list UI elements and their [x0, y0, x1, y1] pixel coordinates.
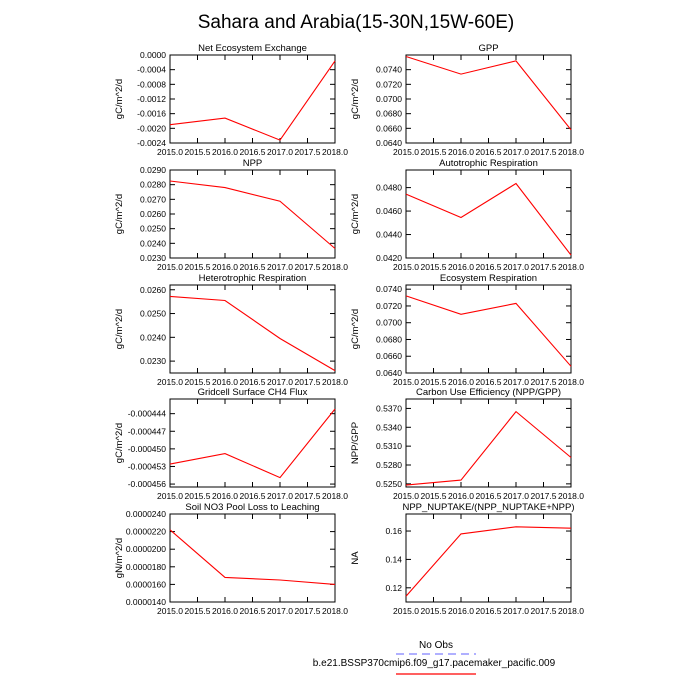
- y-tick-label: 0.0000180: [125, 561, 166, 572]
- y-tick-label: 0.0290: [140, 165, 166, 175]
- x-tick-label: 2016.0: [448, 606, 474, 616]
- x-tick-label: 2017.5: [294, 606, 321, 616]
- panel-4: [350, 158, 584, 272]
- y-tick-label: 0.0640: [376, 138, 402, 148]
- x-tick-label: 2015.0: [157, 147, 183, 157]
- x-tick-label: 2015.5: [420, 606, 447, 616]
- panel-8: [350, 387, 584, 501]
- x-tick-label: 2016.0: [448, 491, 474, 501]
- series-line: [406, 57, 571, 130]
- x-tick-label: 2016.5: [475, 377, 502, 387]
- y-axis-label: gC/m^2/d: [114, 78, 125, 120]
- plot-frame: [170, 55, 335, 143]
- y-tick-label: 0.0260: [140, 284, 166, 295]
- x-tick-label: 2018.0: [322, 147, 348, 157]
- plot-frame: [170, 514, 335, 602]
- x-tick-label: 2018.0: [322, 377, 348, 387]
- x-tick-label: 2016.5: [475, 606, 502, 616]
- panel-10: [350, 502, 584, 616]
- y-tick-label: 0.0000240: [125, 509, 166, 519]
- series-line: [170, 530, 335, 585]
- y-tick-label: 0.0720: [376, 79, 402, 90]
- x-tick-label: 2017.5: [530, 262, 557, 272]
- y-tick-label: 0.0740: [376, 64, 402, 75]
- y-tick-label: -0.000447: [127, 426, 166, 437]
- series-line: [170, 409, 335, 478]
- x-tick-label: 2017.5: [530, 606, 557, 616]
- x-tick-label: 2018.0: [558, 262, 584, 272]
- y-tick-label: 0.5370: [376, 403, 402, 414]
- x-tick-label: 2015.5: [184, 147, 211, 157]
- y-tick-label: -0.0004: [137, 64, 166, 75]
- y-tick-label: 0.0240: [140, 238, 166, 249]
- series-line: [170, 296, 335, 370]
- panel-title: Soil NO3 Pool Loss to Leaching: [185, 502, 320, 513]
- panel-title: Heterotrophic Respiration: [198, 273, 307, 284]
- panel-title: Net Ecosystem Exchange: [198, 43, 307, 54]
- x-tick-label: 2017.0: [503, 262, 529, 272]
- y-tick-label: 0.0680: [376, 334, 402, 345]
- y-tick-label: -0.0020: [137, 123, 166, 134]
- y-tick-label: 0.0260: [140, 209, 166, 219]
- plot-frame: [170, 399, 335, 487]
- legend-obs-label: No Obs: [419, 640, 453, 651]
- plot-frame: [406, 399, 571, 487]
- x-tick-label: 2015.5: [420, 491, 447, 501]
- x-tick-label: 2017.0: [503, 147, 529, 157]
- panel-title: Ecosystem Respiration: [439, 273, 538, 284]
- panel-title: NPP_NUPTAKE/(NPP_NUPTAKE+NPP): [402, 502, 575, 513]
- x-tick-label: 2015.0: [393, 262, 419, 272]
- y-tick-label: -0.0024: [137, 138, 166, 148]
- panel-title: Gridcell Surface CH4 Flux: [197, 387, 308, 398]
- x-tick-label: 2015.0: [393, 606, 419, 616]
- y-axis-label: gC/m^2/d: [350, 308, 361, 350]
- y-tick-label: -0.000450: [127, 443, 166, 454]
- y-tick-label: 0.0000160: [125, 579, 166, 590]
- panel-6: [350, 273, 584, 387]
- series-line: [406, 184, 571, 256]
- x-tick-label: 2018.0: [322, 606, 348, 616]
- x-tick-label: 2017.0: [267, 606, 293, 616]
- x-tick-label: 2015.5: [420, 377, 447, 387]
- y-tick-label: 0.0640: [376, 368, 402, 378]
- series-line: [170, 181, 335, 249]
- x-tick-label: 2018.0: [558, 147, 584, 157]
- x-tick-label: 2015.0: [393, 491, 419, 501]
- x-tick-label: 2016.0: [212, 491, 238, 501]
- x-tick-label: 2016.0: [212, 262, 238, 272]
- x-tick-label: 2016.0: [212, 377, 238, 387]
- y-tick-label: 0.0280: [140, 179, 166, 190]
- y-tick-label: 0.0000220: [125, 526, 166, 537]
- y-tick-label: 0.0000200: [125, 544, 166, 555]
- y-axis-label: NPP/GPP: [350, 421, 361, 465]
- x-tick-label: 2016.5: [475, 262, 502, 272]
- x-tick-label: 2017.0: [503, 377, 529, 387]
- y-tick-label: 0.0000: [140, 50, 166, 60]
- x-tick-label: 2018.0: [558, 377, 584, 387]
- y-tick-label: -0.000444: [127, 408, 166, 419]
- x-tick-label: 2017.5: [530, 491, 557, 501]
- x-tick-label: 2016.0: [212, 606, 238, 616]
- x-tick-label: 2015.0: [393, 147, 419, 157]
- panel-title: GPP: [478, 43, 499, 54]
- series-line: [406, 412, 571, 486]
- y-tick-label: -0.0016: [137, 108, 166, 119]
- legend: [313, 640, 556, 674]
- x-tick-label: 2017.0: [503, 606, 529, 616]
- x-tick-label: 2015.5: [184, 606, 211, 616]
- y-axis-label: gC/m^2/d: [350, 78, 361, 120]
- y-tick-label: 0.0680: [376, 108, 402, 119]
- plot-frame: [406, 285, 571, 373]
- plot-frame: [406, 170, 571, 258]
- panel-3: [114, 158, 348, 272]
- x-tick-label: 2017.0: [267, 147, 293, 157]
- x-tick-label: 2015.5: [420, 147, 447, 157]
- y-tick-label: 0.0700: [376, 94, 402, 104]
- y-tick-label: 0.0740: [376, 284, 402, 295]
- series-line: [406, 296, 571, 366]
- y-axis-label: gC/m^2/d: [114, 193, 125, 235]
- x-tick-label: 2018.0: [322, 491, 348, 501]
- x-tick-label: 2015.5: [184, 262, 211, 272]
- x-tick-label: 2017.0: [267, 262, 293, 272]
- panel-9: [114, 502, 348, 616]
- panel-2: [350, 43, 584, 157]
- x-tick-label: 2015.0: [157, 491, 183, 501]
- y-tick-label: 0.0440: [376, 229, 402, 240]
- x-tick-label: 2015.5: [184, 377, 211, 387]
- y-axis-label: NA: [350, 551, 361, 565]
- x-tick-label: 2018.0: [558, 606, 584, 616]
- x-tick-label: 2016.5: [239, 262, 266, 272]
- y-axis-label: gC/m^2/d: [114, 422, 125, 464]
- y-tick-label: 0.0230: [140, 253, 166, 263]
- series-line: [170, 61, 335, 140]
- x-tick-label: 2016.5: [475, 491, 502, 501]
- y-tick-label: 0.0720: [376, 300, 402, 311]
- y-tick-label: 0.0270: [140, 194, 166, 205]
- x-tick-label: 2016.0: [448, 147, 474, 157]
- x-tick-label: 2017.5: [294, 491, 321, 501]
- x-tick-label: 2015.0: [157, 377, 183, 387]
- x-tick-label: 2017.5: [530, 147, 557, 157]
- panel-title: Carbon Use Efficiency (NPP/GPP): [415, 387, 562, 398]
- y-tick-label: 0.5310: [376, 441, 402, 452]
- y-axis-label: gC/m^2/d: [350, 193, 361, 235]
- y-tick-label: 0.0700: [376, 317, 402, 328]
- x-tick-label: 2016.0: [448, 377, 474, 387]
- x-tick-label: 2017.5: [530, 377, 557, 387]
- y-tick-label: 0.0660: [376, 123, 402, 134]
- x-tick-label: 2016.5: [239, 147, 266, 157]
- x-tick-label: 2017.0: [267, 377, 293, 387]
- x-tick-label: 2015.0: [393, 377, 419, 387]
- y-tick-label: -0.0008: [137, 79, 166, 90]
- panel-title: NPP: [242, 158, 263, 169]
- legend-model-label: b.e21.BSSP370cmip6.f09_g17.pacemaker_pacific.009: [312, 658, 556, 669]
- x-tick-label: 2017.5: [294, 147, 321, 157]
- x-tick-label: 2017.5: [294, 377, 321, 387]
- y-tick-label: 0.16: [385, 526, 402, 537]
- plot-frame: [170, 170, 335, 258]
- y-tick-label: 0.0420: [376, 253, 402, 263]
- x-tick-label: 2016.5: [239, 491, 266, 501]
- x-tick-label: 2016.5: [239, 377, 266, 387]
- y-tick-label: 0.0660: [376, 351, 402, 362]
- x-tick-label: 2018.0: [558, 491, 584, 501]
- y-tick-label: 0.5340: [376, 422, 402, 433]
- panel-1: [114, 43, 348, 157]
- x-tick-label: 2015.5: [184, 491, 211, 501]
- panel-grid: [114, 43, 584, 616]
- y-tick-label: 0.0230: [140, 356, 166, 367]
- series-line: [406, 527, 571, 597]
- x-tick-label: 2016.0: [448, 262, 474, 272]
- panel-7: [114, 387, 348, 501]
- x-tick-label: 2017.0: [267, 491, 293, 501]
- x-tick-label: 2016.0: [212, 147, 238, 157]
- panel-5: [114, 273, 348, 387]
- figure-title: Sahara and Arabia(15-30N,15W-60E): [197, 12, 515, 33]
- y-tick-label: 0.0460: [376, 206, 402, 217]
- x-tick-label: 2016.5: [475, 147, 502, 157]
- x-tick-label: 2016.5: [239, 606, 266, 616]
- y-tick-label: -0.0012: [137, 94, 166, 104]
- x-tick-label: 2018.0: [322, 262, 348, 272]
- y-tick-label: 0.14: [385, 554, 402, 565]
- y-tick-label: 0.5280: [376, 460, 402, 470]
- y-tick-label: -0.000453: [127, 461, 166, 472]
- x-tick-label: 2015.0: [157, 262, 183, 272]
- x-tick-label: 2017.5: [294, 262, 321, 272]
- x-tick-label: 2015.0: [157, 606, 183, 616]
- y-tick-label: 0.0240: [140, 332, 166, 343]
- x-tick-label: 2017.0: [503, 491, 529, 501]
- y-tick-label: 0.12: [385, 582, 402, 593]
- x-tick-label: 2015.5: [420, 262, 447, 272]
- y-tick-label: 0.0480: [376, 182, 402, 193]
- y-tick-label: 0.0250: [140, 308, 166, 319]
- y-tick-label: 0.0250: [140, 223, 166, 234]
- y-tick-label: 0.0000140: [125, 597, 166, 607]
- panel-title: Autotrophic Respiration: [439, 158, 538, 169]
- y-axis-label: gC/m^2/d: [114, 308, 125, 350]
- y-axis-label: gN/m^2/d: [114, 537, 125, 579]
- y-tick-label: 0.5250: [376, 478, 402, 489]
- y-tick-label: -0.000456: [127, 479, 166, 490]
